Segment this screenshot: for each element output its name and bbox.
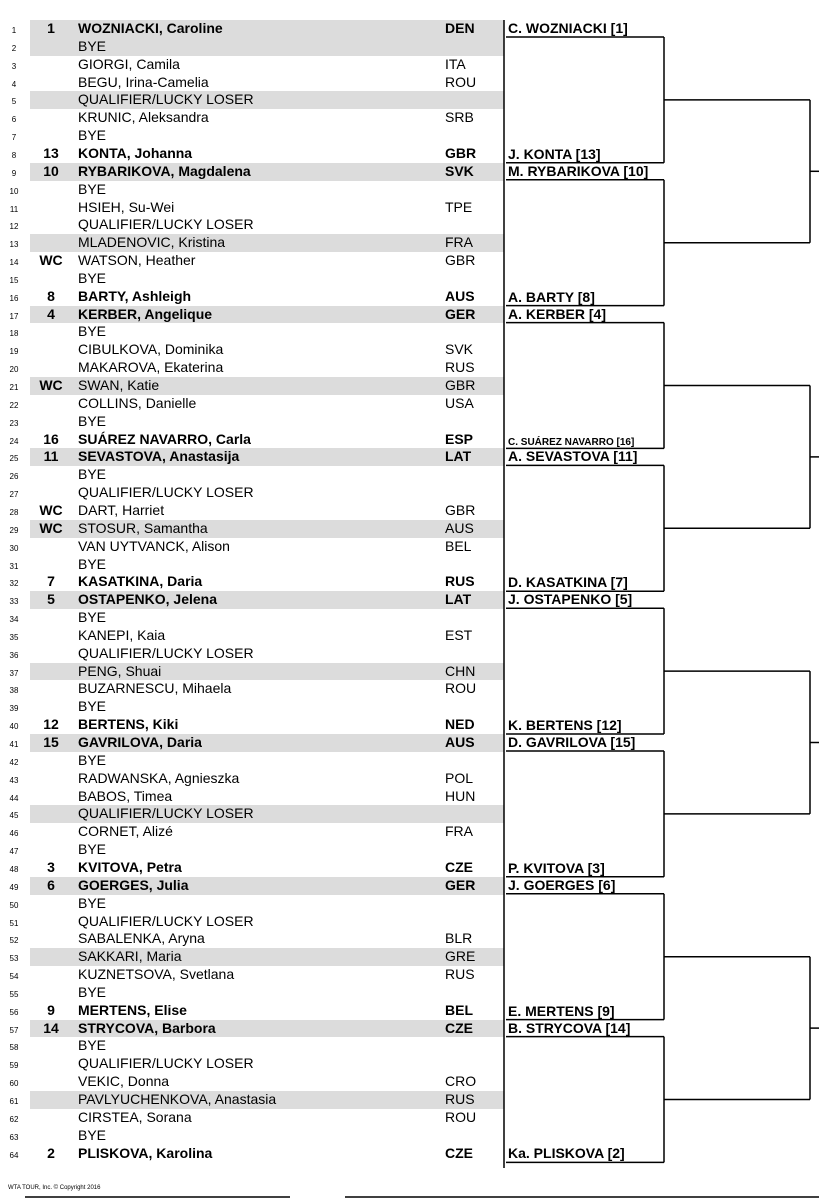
player-name: KRUNIC, Aleksandra (78, 109, 209, 126)
draw-position-number: 35 (9, 632, 19, 642)
player-name: PAVLYUCHENKOVA, Anastasia (78, 1091, 277, 1107)
player-name: BERTENS, Kiki (78, 716, 179, 733)
player-name: GIORGI, Camila (78, 55, 180, 72)
seed-label: WC (39, 252, 63, 269)
round2-player: J. GOERGES [6] (508, 876, 616, 893)
draw-position-number: 3 (11, 61, 17, 71)
player-name: BYE (78, 37, 107, 54)
player-name: RYBARIKOVA, Magdalena (78, 162, 251, 179)
player-name: BARTY, Ashleigh (78, 287, 192, 304)
draw-position-number: 63 (9, 1132, 19, 1142)
draw-position-number: 60 (9, 1079, 19, 1089)
country-code: CRO (445, 1073, 477, 1090)
country-code: CZE (445, 1019, 473, 1036)
round2-player: A. KERBER [4] (508, 305, 607, 322)
country-code: RUS (445, 573, 475, 590)
seed-label: 10 (43, 162, 59, 179)
player-name: MLADENOVIC, Kristina (78, 234, 226, 251)
country-code: CZE (445, 858, 473, 875)
draw-position-number: 15 (9, 275, 19, 285)
draw-position-number: 31 (9, 561, 19, 571)
player-name: QUALIFIER/LUCKY LOSER (78, 805, 254, 822)
player-name: BYE (78, 555, 107, 572)
draw-position-number: 7 (11, 133, 17, 143)
player-name: RADWANSKA, Agnieszka (78, 769, 240, 786)
player-name: BYE (78, 609, 107, 626)
seed-label: 12 (43, 716, 59, 733)
draw-position-number: 26 (9, 472, 19, 482)
draw-position-number: 13 (9, 240, 19, 250)
country-code: LAT (445, 591, 472, 608)
draw-position-number: 52 (9, 936, 19, 946)
draw-position-number: 43 (9, 775, 19, 785)
seed-label: 4 (47, 305, 55, 322)
seed-label: 2 (47, 1144, 55, 1161)
draw-position-number: 61 (9, 1097, 19, 1106)
player-name: HSIEH, Su-Wei (78, 198, 175, 215)
country-code: SVK (445, 341, 474, 358)
draw-position-number: 18 (9, 329, 19, 339)
country-code: AUS (445, 287, 475, 304)
player-name: WOZNIACKI, Caroline (78, 20, 223, 36)
country-code: RUS (445, 1091, 475, 1107)
draw-position-number: 1 (11, 26, 17, 35)
player-name: CIBULKOVA, Dominika (78, 341, 224, 358)
draw-position-number: 50 (9, 900, 19, 910)
player-name: SAKKARI, Maria (78, 948, 182, 965)
player-name: BYE (78, 983, 107, 1000)
draw-position-number: 30 (9, 543, 19, 553)
draw-position-number: 28 (9, 507, 19, 517)
draw-position-number: 53 (9, 954, 19, 964)
player-name: STRYCOVA, Barbora (78, 1019, 216, 1036)
draw-position-number: 32 (9, 579, 19, 589)
round2-player: A. BARTY [8] (508, 288, 595, 305)
draw-position-number: 29 (9, 525, 19, 535)
draw-position-number: 49 (9, 882, 19, 892)
draw-position-number: 25 (9, 454, 19, 464)
player-name: BYE (78, 180, 107, 197)
draw-position-number: 37 (9, 668, 19, 678)
player-name: GAVRILOVA, Daria (78, 734, 202, 750)
seed-label: 3 (47, 858, 55, 875)
country-code: ROU (445, 1108, 477, 1125)
country-code: GER (445, 876, 476, 893)
player-name: BEGU, Irina-Camelia (78, 73, 209, 90)
country-code: ITA (445, 55, 466, 72)
player-name: BYE (78, 412, 107, 429)
seed-label: 6 (47, 876, 55, 893)
player-name: KERBER, Angelique (78, 305, 213, 322)
player-name: BUZARNESCU, Mihaela (78, 680, 232, 697)
draw-position-number: 51 (9, 918, 19, 928)
draw-position-number: 23 (9, 418, 19, 428)
country-code: POL (445, 769, 474, 786)
seed-label: 16 (43, 430, 59, 447)
country-code: BEL (445, 537, 472, 554)
player-name: BYE (78, 894, 107, 911)
player-name: QUALIFIER/LUCKY LOSER (78, 216, 254, 233)
player-name: KONTA, Johanna (78, 144, 193, 161)
draw-position-number: 5 (11, 97, 17, 107)
draw-position-number: 8 (11, 150, 17, 160)
draw-position-number: 11 (9, 204, 19, 214)
seed-label: 5 (47, 591, 55, 608)
player-name: MERTENS, Elise (78, 1001, 187, 1018)
player-name: QUALIFIER/LUCKY LOSER (78, 91, 254, 108)
draw-position-number: 46 (9, 829, 19, 839)
player-name: CIRSTEA, Sorana (78, 1108, 192, 1125)
country-code: CZE (445, 1144, 473, 1161)
country-code: GRE (445, 948, 476, 965)
player-name: GOERGES, Julia (78, 876, 189, 893)
draw-position-number: 36 (9, 650, 19, 660)
round2-player: P. KVITOVA [3] (508, 859, 605, 876)
player-name: BABOS, Timea (78, 787, 173, 804)
country-code: RUS (445, 966, 475, 983)
player-name: KANEPI, Kaia (78, 626, 166, 643)
draw-position-number: 17 (9, 311, 19, 321)
round2-player: Ka. PLISKOVA [2] (508, 1145, 625, 1162)
round2-player: J. OSTAPENKO [5] (508, 591, 633, 608)
draw-position-number: 16 (9, 293, 19, 303)
round2-player: C. SUÁREZ NAVARRO [16] (508, 437, 635, 449)
player-name: BYE (78, 127, 107, 144)
draw-position-number: 34 (9, 615, 19, 625)
country-code: ESP (445, 430, 474, 447)
country-code: EST (445, 626, 473, 643)
player-name: DART, Harriet (78, 501, 165, 518)
country-code: NED (445, 716, 475, 733)
player-name: STOSUR, Samantha (78, 519, 208, 536)
country-code: AUS (445, 519, 474, 536)
player-name: SWAN, Katie (78, 377, 160, 393)
draw-position-number: 41 (9, 740, 19, 749)
draw-position-number: 4 (11, 79, 17, 89)
seed-label: WC (39, 519, 63, 536)
draw-position-number: 39 (9, 704, 19, 714)
player-name: QUALIFIER/LUCKY LOSER (78, 1055, 254, 1072)
round2-player: D. GAVRILOVA [15] (508, 734, 636, 750)
country-code: DEN (445, 20, 475, 36)
player-name: KVITOVA, Petra (78, 858, 182, 875)
player-name: SABALENKA, Aryna (78, 930, 205, 947)
draw-position-number: 58 (9, 1043, 19, 1053)
seed-label: 9 (47, 1001, 55, 1018)
country-code: BEL (445, 1001, 473, 1018)
round2-player: D. KASATKINA [7] (508, 574, 628, 591)
player-name: BYE (78, 751, 107, 768)
player-name: KUZNETSOVA, Svetlana (78, 966, 235, 983)
country-code: LAT (445, 448, 472, 465)
player-name: QUALIFIER/LUCKY LOSER (78, 484, 254, 501)
draw-position-number: 59 (9, 1061, 19, 1071)
country-code: TPE (445, 198, 473, 215)
draw-position-number: 9 (11, 168, 17, 178)
draw-position-number: 33 (9, 597, 19, 607)
country-code: USA (445, 394, 474, 411)
country-code: ROU (445, 680, 477, 697)
player-name: BYE (78, 466, 107, 483)
seed-label: 8 (47, 287, 55, 304)
round2-player: K. BERTENS [12] (508, 717, 622, 733)
country-code: HUN (445, 787, 476, 804)
draw-position-number: 38 (9, 686, 19, 696)
draw-position-number: 64 (9, 1150, 19, 1160)
player-name: PLISKOVA, Karolina (78, 1144, 213, 1161)
seed-label: 13 (43, 144, 59, 161)
country-code: GBR (445, 144, 477, 161)
draw-position-number: 54 (9, 972, 19, 982)
seed-label: 1 (47, 20, 55, 36)
country-code: GBR (445, 377, 476, 393)
country-code: RUS (445, 359, 475, 376)
seed-label: WC (39, 501, 63, 518)
draw-position-number: 47 (9, 847, 19, 857)
country-code: AUS (445, 734, 475, 750)
round2-player: E. MERTENS [9] (508, 1002, 615, 1019)
draw-position-number: 10 (9, 186, 19, 196)
player-name: WATSON, Heather (78, 252, 196, 269)
player-name: SUÁREZ NAVARRO, Carla (78, 430, 251, 447)
country-code: GBR (445, 501, 476, 518)
player-name: BYE (78, 323, 107, 340)
player-name: MAKAROVA, Ekaterina (78, 359, 224, 376)
copyright-notice: WTA TOUR, Inc. © Copyright 2016 (8, 1185, 101, 1191)
round2-player: M. RYBARIKOVA [10] (508, 162, 649, 179)
seed-label: 15 (43, 734, 59, 750)
draw-position-number: 48 (9, 864, 19, 874)
draw-position-number: 6 (11, 115, 17, 125)
seed-label: 11 (43, 448, 59, 465)
player-name: VAN UYTVANCK, Alison (78, 537, 230, 554)
draw-position-number: 14 (9, 258, 19, 268)
country-code: CHN (445, 662, 476, 679)
country-code: GER (445, 305, 476, 322)
round2-player: B. STRYCOVA [14] (508, 1019, 631, 1036)
player-name: CORNET, Alizé (78, 823, 173, 840)
round2-player: J. KONTA [13] (508, 145, 601, 162)
round2-player: A. SEVASTOVA [11] (508, 448, 638, 465)
player-name: PENG, Shuai (78, 662, 162, 679)
player-name: BYE (78, 698, 107, 715)
seed-label: 14 (43, 1019, 59, 1036)
draw-position-number: 19 (9, 347, 19, 357)
player-name: COLLINS, Danielle (78, 394, 197, 411)
country-code: ROU (445, 73, 477, 90)
draw-position-number: 27 (9, 490, 19, 500)
draw-position-number: 42 (9, 757, 19, 767)
seed-label: 7 (47, 573, 55, 590)
country-code: SRB (445, 109, 474, 126)
draw-position-number: 20 (9, 365, 19, 375)
draw-position-number: 62 (9, 1114, 19, 1124)
draw-position-number: 56 (9, 1007, 19, 1017)
country-code: BLR (445, 930, 473, 947)
player-name: BYE (78, 1037, 107, 1054)
country-code: FRA (445, 823, 473, 840)
country-code: FRA (445, 234, 473, 251)
draw-position-number: 22 (9, 400, 19, 410)
player-name: SEVASTOVA, Anastasija (78, 448, 240, 465)
draw-position-number: 40 (9, 722, 19, 732)
draw-position-number: 24 (9, 436, 19, 446)
draw-position-number: 2 (11, 43, 17, 53)
player-name: BYE (78, 269, 107, 286)
draw-position-number: 45 (9, 811, 19, 821)
player-name: BYE (78, 841, 107, 858)
player-name: BYE (78, 1126, 107, 1143)
player-name: QUALIFIER/LUCKY LOSER (78, 644, 254, 661)
draw-position-number: 44 (9, 793, 19, 803)
player-name: KASATKINA, Daria (78, 573, 203, 590)
seed-label: WC (39, 377, 63, 393)
draw-position-number: 12 (9, 222, 19, 232)
player-name: QUALIFIER/LUCKY LOSER (78, 912, 254, 929)
draw-position-number: 21 (9, 383, 19, 392)
round2-player: C. WOZNIACKI [1] (508, 20, 628, 36)
draw-position-number: 55 (9, 989, 19, 999)
draw-position-number: 57 (9, 1025, 19, 1035)
player-name: VEKIC, Donna (78, 1073, 170, 1090)
player-name: OSTAPENKO, Jelena (78, 591, 218, 608)
country-code: GBR (445, 252, 476, 269)
country-code: SVK (445, 162, 474, 179)
